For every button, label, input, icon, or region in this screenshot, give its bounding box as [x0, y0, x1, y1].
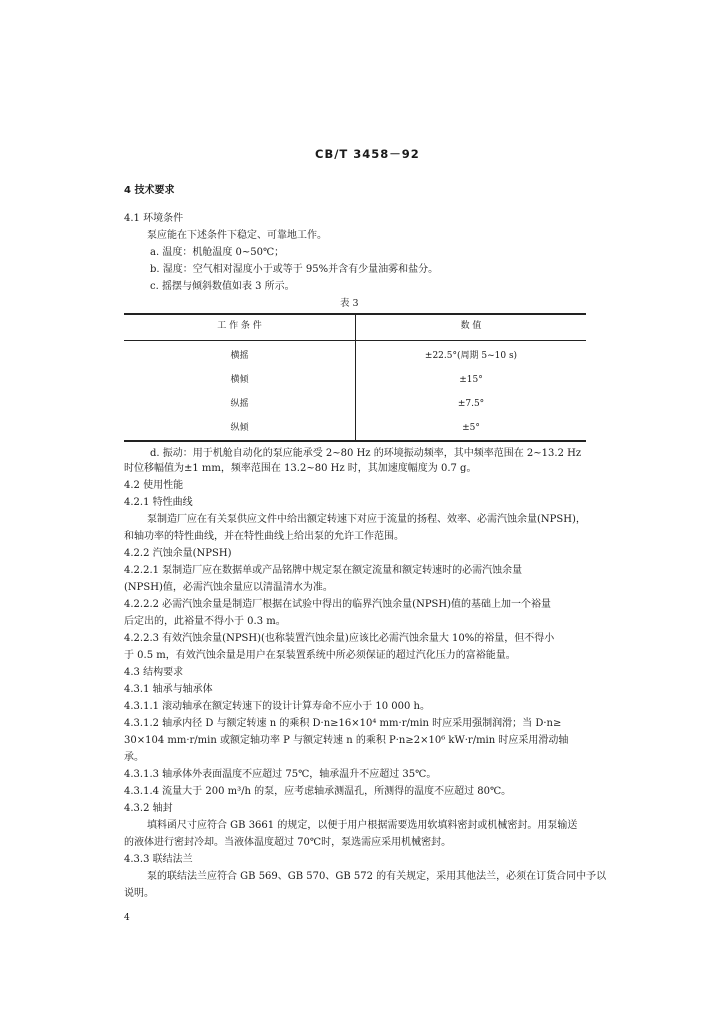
- paragraph: 30×104 mm·r/min 或额定轴功率 P 与额定转速 n 的乘积 P·n≥2×10⁶ kW·r/min 时应采用滑动轴: [124, 735, 569, 746]
- paragraph: 4.2.2.3 有效汽蚀余量(NPSH)(也称装置汽蚀余量)应该比必需汽蚀余量大 10%的裕量，但不得小: [124, 633, 555, 644]
- paragraph: 承。: [124, 752, 144, 763]
- list-item-d: d. 振动：用于机舱自动化的泵应能承受 2~80 Hz 的环境振动频率，其中频率范围在 2~13.2 Hz: [150, 448, 582, 459]
- paragraph: 和轴功率的特性曲线，并在特性曲线上给出泵的允许工作范围。: [124, 531, 404, 542]
- section-4-2-1-title: 4.2.1 特性曲线: [124, 497, 193, 508]
- table-cell-value: ±7.5°: [457, 399, 485, 409]
- paragraph: 泵的联结法兰应符合 GB 569、GB 570、GB 572 的有关规定，采用其他法兰，必须在订货合同中予以: [147, 871, 607, 882]
- table-caption: 表 3: [340, 298, 359, 309]
- paragraph: 4.3.1.3 轴承体外表面温度不应超过 75℃，轴承温升不应超过 35℃。: [124, 769, 437, 780]
- paragraph: 后定出的，此裕量不得小于 0.3 m。: [124, 616, 286, 627]
- page-number: 4: [124, 913, 130, 923]
- table-header-condition: 工 作 条 件: [217, 321, 262, 331]
- paragraph: 4.3.1.1 滚动轴承在额定转速下的设计计算寿命不应小于 10 000 h。: [124, 701, 430, 712]
- standard-code-header: CB/T 3458－92: [315, 147, 420, 161]
- paragraph: 4.3.1.2 轴承内径 D 与额定转速 n 的乘积 D·n≥16×10⁴ mm·r/min 时应采用强制润滑；当 D·n≥: [124, 718, 562, 729]
- section-4-3-1-title: 4.3.1 轴承与轴承体: [124, 684, 213, 695]
- table-cell-value: ±22.5°(周期 5~10 s): [424, 351, 518, 361]
- section-4-1-title: 4.1 环境条件: [124, 213, 184, 224]
- paragraph: 时位移幅值为±1 mm，频率范围在 13.2~80 Hz 时，其加速度幅度为 0.7 g。: [124, 463, 477, 474]
- paragraph: (NPSH)值，必需汽蚀余量应以清温清水为准。: [124, 582, 333, 593]
- paragraph: 于 0.5 m，有效汽蚀余量是用户在泵装置系统中所必须保证的超过汽化压力的富裕能量。: [124, 650, 516, 661]
- paragraph: 说明。: [124, 888, 154, 899]
- table-cell-condition: 纵倾: [230, 423, 249, 433]
- paragraph: 填料函尺寸应符合 GB 3661 的规定，以便于用户根据需要选用软填料密封或机械密封。用泵输送: [147, 820, 578, 831]
- list-item-b: b. 湿度：空气相对湿度小于或等于 95%并含有少量油雾和盐分。: [150, 264, 439, 275]
- section-4-3-2-title: 4.3.2 轴封: [124, 803, 173, 814]
- section-4-3-3-title: 4.3.3 联结法兰: [124, 854, 193, 865]
- paragraph: 4.2.2.2 必需汽蚀余量是制造厂根据在试验中得出的临界汽蚀余量(NPSH)值的基础上加一个裕量: [124, 599, 552, 610]
- section-4-2-title: 4.2 使用性能: [124, 480, 184, 491]
- paragraph: 4.2.2.1 泵制造厂应在数据单或产品铭牌中规定泵在额定流量和额定转速时的必需汽蚀余量: [124, 565, 523, 576]
- section-4-2-2-title: 4.2.2 汽蚀余量(NPSH): [124, 548, 232, 559]
- table-cell-value: ±15°: [459, 375, 483, 385]
- table-cell-condition: 横摇: [230, 351, 249, 361]
- paragraph: 的液体进行密封冷却。当液体温度超过 70℃时，泵选需应采用机械密封。: [124, 837, 452, 848]
- paragraph: 泵制造厂应在有关泵供应文件中给出额定转速下对应于流量的扬程、效率、必需汽蚀余量(NPSH)，: [147, 514, 586, 525]
- list-item-a: a. 温度：机舱温度 0~50℃；: [150, 247, 285, 258]
- section-4-3-title: 4.3 结构要求: [124, 667, 184, 678]
- list-item-c: c. 摇摆与倾斜数值如表 3 所示。: [150, 281, 295, 292]
- paragraph: 泵应能在下述条件下稳定、可靠地工作。: [147, 230, 327, 241]
- table-header-value: 数 值: [460, 321, 482, 331]
- table-cell-condition: 横倾: [230, 375, 249, 385]
- section-4-title: 4 技术要求: [124, 185, 175, 196]
- paragraph: 4.3.1.4 流量大于 200 m³/h 的泵，应考虑轴承测温孔，所测得的温度不应超过 80℃。: [124, 786, 512, 797]
- table-cell-value: ±5°: [462, 423, 480, 433]
- table-cell-condition: 纵摇: [230, 399, 249, 409]
